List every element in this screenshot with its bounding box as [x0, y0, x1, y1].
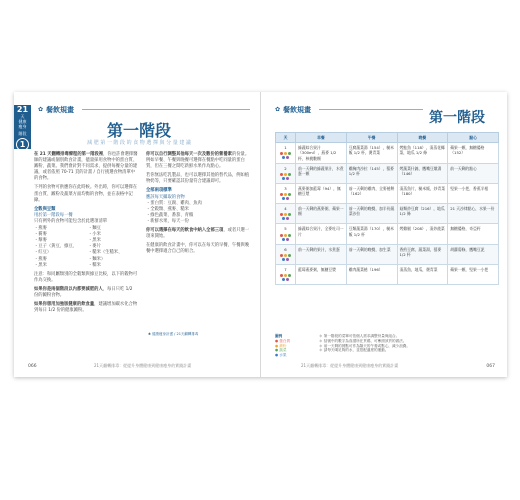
day-number: 6: [284, 246, 287, 252]
food-group-dot: [286, 258, 289, 261]
food-item: ・豆子（黃豆、綠豆、: [34, 244, 77, 250]
publisher-logo: [148, 332, 198, 337]
right-page-number: 067: [486, 364, 495, 369]
food-group-dot: [282, 197, 285, 200]
stage-number-circle: 1: [16, 138, 29, 151]
col2-paragraph-2: 若你無法吃乳製品，也可以選擇其他的替代品，例如植物奶等，只要確認其份量符合建議即可。: [146, 173, 250, 185]
left-column-1: [34, 152, 138, 317]
right-footer: 21天翻轉排毒：從提升身體健康到健康瘦身的實踐計畫: [301, 363, 399, 368]
table-row: [276, 143, 499, 164]
food-group-dot: [284, 254, 287, 257]
food-group-dot: [286, 177, 289, 180]
food-list-heading: 全穀與豆類: [34, 206, 56, 212]
right-page: [261, 92, 507, 377]
food-group-dot: [286, 278, 289, 281]
header-leaf-icon: ✿: [275, 106, 281, 113]
food-group-dot: [288, 254, 291, 257]
header-breakfast: 早餐: [296, 133, 347, 143]
food-group-dot: [280, 274, 283, 277]
intro-rest: ，你也許會選擇醫師的建議或個別飲食計畫，儘量採用食物中的蛋白質、澱粉、蔬菜。我們會針對不同需求，提供每餐分量的建議，或者依照 70-71 頁的計畫 / 自行挑選食物清單中的食物。: [34, 152, 138, 182]
day-cell: [276, 204, 296, 224]
food-item: ・麥片: [88, 244, 101, 250]
para4-bold: 如果你是兩個階段以內都要減肥的人: [34, 286, 103, 292]
food-item: ・麵豆: [88, 226, 101, 232]
day-number: 2: [284, 165, 287, 171]
day-dots: [278, 274, 293, 282]
breakfast-cell: 前一天剩的燕麥粥，蘋果一顆: [296, 204, 347, 224]
tab-unit: 天: [20, 114, 25, 119]
breakfast-cell: 燕麥粥加藍莓（94），無糖豆漿: [296, 184, 347, 204]
legend-item: ● 水果: [275, 353, 287, 358]
food-item: ・燕麥: [34, 226, 47, 232]
food-item: ・糙米（生糙米、: [88, 250, 123, 256]
header-day: 天: [276, 133, 296, 143]
legend-item: ● 蔬菜: [275, 348, 287, 353]
food-list: [34, 226, 138, 269]
dinner-cell: 烤雞腿（208），清炒菠菜: [397, 224, 448, 244]
day-cell: [276, 184, 296, 204]
left-header-title: 餐飲規畫: [46, 106, 74, 114]
breakfast-cell: 綠蔬綜合果汁（300ml），燕麥 1/2 杯，核桃數顆: [296, 143, 347, 164]
food-group-dot: [288, 234, 291, 237]
food-group-dot: [288, 274, 291, 277]
snack-cell: 胡蘿蔔條，鷹嘴豆泥: [448, 244, 499, 264]
day-dots: [278, 152, 293, 160]
header-lunch: 午餐: [346, 133, 397, 143]
dinner-cell: 烤蔬菜什錦，鷹嘴豆燉湯（146）: [397, 163, 448, 183]
food-group-dot: [280, 254, 283, 257]
breakfast-cell: 前一天剩的綠蔬果汁，水煮蛋一顆: [296, 163, 347, 183]
tip-item: ・綠色蔬菜、番茄、青椒: [146, 212, 194, 218]
day-number: 4: [284, 206, 287, 212]
food-item: ・糯米: [88, 262, 101, 268]
intro-bold: 在 21 天翻轉排毒療程的第一階段裡: [34, 152, 104, 157]
tab-label-2: 瘦身: [18, 124, 27, 129]
day-dots: [278, 213, 293, 221]
legend-item: ● 澱粉: [275, 343, 287, 348]
dinner-cell: 清蒸魚片，糙米飯，炒青菜（180）: [397, 184, 448, 204]
dinner-cell: 清蒸魚，地瓜，燙青菜: [397, 264, 448, 284]
day-number: 3: [284, 186, 287, 192]
food-group-dot: [282, 258, 285, 261]
day-cell: [276, 224, 296, 244]
food-group-dot: [284, 173, 287, 176]
table-row: [276, 184, 499, 204]
table-row: [276, 264, 499, 284]
food-group-dot: [284, 193, 287, 196]
col2-para1-bold: 你可以自行調整其他每天一次及數份的營養素: [146, 152, 232, 157]
food-group-dot: [284, 234, 287, 237]
lunch-cell: 前一天剩的晚餐，加生菜: [346, 244, 397, 264]
food-item: ・藜麥: [34, 238, 47, 244]
note-line: ＊ 括號中的數字為食譜所在頁碼，可參照該頁的做法。: [319, 338, 407, 343]
tab-label-1: 健康: [18, 119, 27, 124]
food-group-dot: [280, 193, 283, 196]
logo-leaf-icon: ❀: [148, 332, 151, 336]
stage-title: 第一階段: [106, 121, 171, 140]
table-row: [276, 224, 499, 244]
tip-item: ・新鮮水果，每天一份: [146, 218, 189, 224]
food-group-dot: [288, 152, 291, 155]
tip-list: [146, 201, 250, 225]
legend-item: ● 蛋白質: [275, 338, 291, 343]
food-list-note: 只有例外的食物可能包含於此選項清單: [34, 218, 108, 224]
chapter-side-tab: [14, 105, 31, 149]
intro-paragraph: [34, 152, 138, 182]
food-group-dot: [288, 173, 291, 176]
tab-stage-label: 階段: [18, 131, 27, 136]
lunch-cell: 前一天剩的晚餐，加半份蔬菜沙拉: [346, 204, 397, 224]
col2-paragraph-3: [146, 228, 250, 240]
tip-subheading: 應該每天攝取的食物: [146, 194, 185, 200]
header-snack: 點心: [448, 133, 499, 143]
col2-para1-rest: 的份量。例如早餐、午餐與晚餐可選擇在餐點中吃同量的蛋白質，但在三餐之間吃新鮮水果作為點心。: [146, 152, 250, 170]
para5-bold: 如果你想用加強版健康的飲食量: [34, 302, 95, 308]
paragraph-5: [34, 302, 138, 314]
food-group-dot: [288, 193, 291, 196]
dinner-cell: 烤鮭魚（118），清蒸花椰菜，地瓜 1/2 條: [397, 143, 448, 164]
table-row: [276, 163, 499, 183]
food-group-dot: [280, 213, 283, 216]
day-number: 1: [284, 145, 287, 151]
tip-heading: 全部兩項標準: [146, 188, 172, 194]
food-group-dot: [286, 156, 289, 159]
food-item: ・紅豆）: [34, 250, 52, 256]
food-item: ・黑米: [34, 262, 47, 268]
food-group-dot: [284, 152, 287, 155]
logo-text: 健康瘦身計畫 / 21天翻轉排毒: [152, 332, 199, 336]
stage-subtitle: 減 肥 第 一 階 段 的 食 物 選 擇 與 分 量 建 議: [87, 140, 191, 146]
food-item: ・麵米）: [88, 256, 106, 262]
food-group-dot: [282, 156, 285, 159]
left-column-2: [146, 152, 250, 258]
lunch-cell: 豆腐蔬菜湯（154），糙米飯 1/2 杯，燙青菜: [346, 143, 397, 164]
dinner-cell: 香煎豆腐，蔬菜湯，藜麥 1/2 杯: [397, 244, 448, 264]
food-item: ・黑米: [88, 238, 101, 244]
header-dinner: 晚餐: [397, 133, 448, 143]
food-item: ・小米: [88, 232, 101, 238]
food-item: ・蕎麥: [34, 232, 47, 238]
left-page-number: 066: [28, 364, 37, 369]
food-group-dot: [286, 197, 289, 200]
header-leaf-icon: ✿: [38, 106, 44, 113]
day-cell: [276, 244, 296, 264]
food-group-dot: [282, 177, 285, 180]
note-line: ＊ 第一階段的菜單可依個人需求調整份量與組合。: [319, 334, 400, 338]
lunch-cell: 豆類蔬菜湯（170），糙米飯 1/2 杯: [346, 224, 397, 244]
col2-paragraph-1: [146, 152, 250, 170]
note-line: ＊ 前一天剩的餐點可作為隔天的午餐或點心，減少浪費。: [319, 343, 410, 348]
snack-cell: 21 天沙律點心，水果一份: [448, 204, 499, 224]
food-group-dot: [284, 213, 287, 216]
lunch-cell: 雞肉蔬菜捲（196）: [346, 264, 397, 284]
food-group-dot: [286, 238, 289, 241]
day-number: 7: [284, 266, 287, 272]
snack-cell: 堅果一小把，香蕉半根: [448, 184, 499, 204]
food-group-dot: [280, 173, 283, 176]
table-row: [276, 244, 499, 264]
breakfast-cell: 綠蔬綜合果汁，全麥吐司一片: [296, 224, 347, 244]
breakfast-cell: 藍莓燕麥粥，無糖豆漿: [296, 264, 347, 284]
day-cell: [276, 143, 296, 164]
notes: [319, 334, 499, 353]
right-header-title: 餐飲規畫: [283, 106, 311, 114]
meal-plan-table: [275, 132, 499, 285]
snack-cell: 前一天剩的點心: [448, 163, 499, 183]
col2-para3-bold: 你可以選擇在每天的飲食中納入全部三項: [146, 228, 224, 234]
right-stage-title: 第一階段: [429, 110, 485, 126]
food-group-dot: [282, 238, 285, 241]
tip-item: ・蛋白質：豆腐、雞肉、魚肉: [146, 200, 202, 206]
col2-para3-rest: ，或者只選一項來開始。: [146, 228, 250, 240]
snack-cell: 蘋果一顆，堅果一小把: [448, 264, 499, 284]
header-rule: [82, 109, 250, 110]
table-row: [276, 204, 499, 224]
food-list-subheading: 用於第一階段每一餐: [34, 212, 73, 218]
lunch-cell: 雞胸肉沙拉（145），藜麥 1/2 杯: [346, 163, 397, 183]
day-dots: [278, 254, 293, 262]
tip-item: ・全穀類、燕麥、糙米: [146, 206, 189, 212]
food-item: ・燕麥: [34, 256, 47, 262]
left-page: [14, 92, 260, 377]
day-cell: [276, 264, 296, 284]
food-group-dot: [282, 217, 285, 220]
header-rule: [319, 109, 423, 110]
note-line: ＊ 請每天喝足夠的水，並搭配適度的運動。: [319, 348, 389, 353]
day-dots: [278, 193, 293, 201]
col2-paragraph-4: 在健康的飲食計畫中，你可以在每天的早餐、午餐與晚餐中選擇適合自己的組合。: [146, 243, 250, 255]
food-group-dot: [280, 234, 283, 237]
paragraph-4: [34, 287, 138, 299]
para4-rest: ，每日只吃 1/2 份的澱粉食物。: [34, 286, 133, 298]
lunch-cell: 前一天剩的雞肉，全麥捲餅（162）: [346, 184, 397, 204]
food-group-dot: [284, 274, 287, 277]
day-number: 5: [284, 226, 287, 232]
day-dots: [278, 234, 293, 242]
para5-rest: ，建議增加碳水化合物到每日 1/2 份的健康澱粉。: [34, 302, 138, 314]
day-cell: [276, 163, 296, 183]
breakfast-cell: 前一天剩的果汁，水煮蛋: [296, 244, 347, 264]
dinner-cell: 菇類炒豆腐（216），地瓜 1/2 條: [397, 204, 448, 224]
snack-cell: 無糖優格，奇亞籽: [448, 224, 499, 244]
food-group-dot: [280, 152, 283, 155]
tab-days: 21: [16, 105, 29, 114]
food-group-dot: [288, 213, 291, 216]
paragraph-2: 下列的食物可供應你在此時候。外出時，你可以選擇在蛋白質、澱粉及蔬菜方面均衡的食物，並在表格中記錄。: [34, 185, 138, 203]
food-group-dot: [286, 217, 289, 220]
table-header-row: [276, 133, 499, 143]
day-dots: [278, 173, 293, 181]
paragraph-3: 注意：和同屬類別的全穀類與綠豆比較，以下的穀物可作為交換。: [34, 271, 138, 283]
left-footer: 21天翻轉排毒：從提升身體健康到健康瘦身的實踐計畫: [94, 363, 192, 368]
legend: [275, 334, 290, 358]
food-group-dot: [282, 278, 285, 281]
snack-cell: 蘋果一顆，無糖優格（152）: [448, 143, 499, 164]
book-spread: [14, 92, 507, 377]
legend-title: 圖例: [275, 334, 283, 338]
